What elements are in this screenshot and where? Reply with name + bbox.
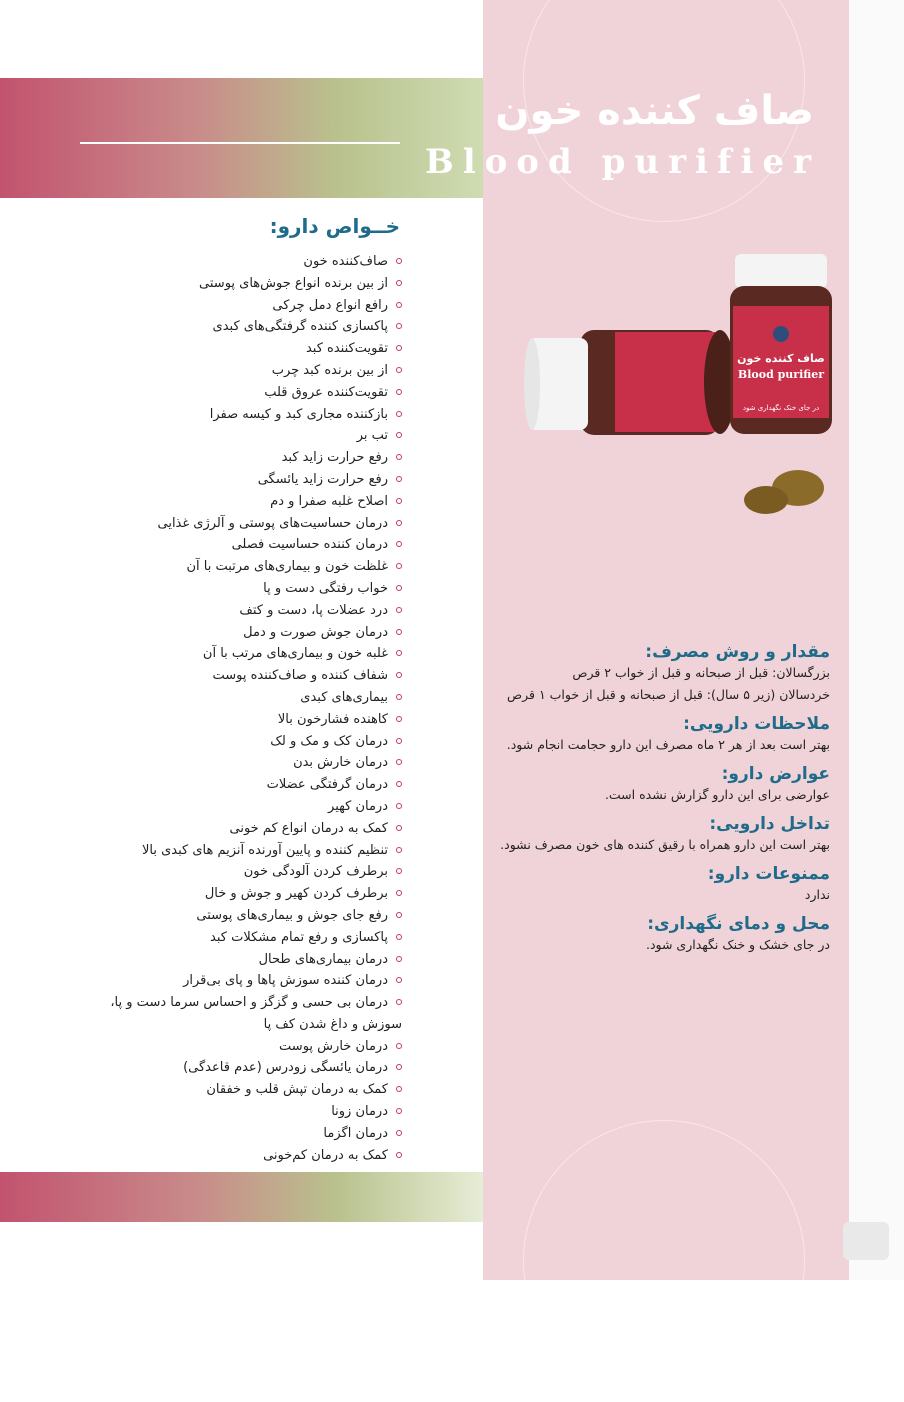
- mandala-ornament-bottom: [523, 1120, 805, 1402]
- bullet-icon: [396, 650, 402, 656]
- property-text: درمان کهیر: [328, 798, 388, 814]
- property-item: [0, 796, 402, 818]
- property-item: [0, 1036, 402, 1058]
- bullet-icon: [396, 498, 402, 504]
- bullet-icon: [396, 999, 402, 1005]
- property-item: [0, 927, 402, 949]
- bullet-icon: [396, 585, 402, 591]
- property-text: برطرف کردن آلودگی خون: [243, 864, 388, 880]
- notes-body: بهتر است بعد از هر ۲ ماه مصرف این دارو حجامت انجام شود.: [506, 737, 830, 752]
- property-text: از بین برنده انواع جوش‌های پوستی: [199, 275, 388, 291]
- property-item: [0, 513, 402, 535]
- bullet-icon: [396, 716, 402, 722]
- property-item: [0, 578, 402, 600]
- contraindications-body: ندارد: [804, 887, 830, 902]
- page-subtitle: Blood purifier: [424, 142, 820, 182]
- standing-jar: [730, 254, 832, 434]
- property-item: [0, 1145, 402, 1167]
- lying-jar: [524, 330, 736, 435]
- property-item: [0, 861, 402, 883]
- page-number-box: [843, 1222, 889, 1260]
- jar-label-en: Blood purifier: [737, 368, 825, 381]
- jar-label-fa: صاف کننده خون: [737, 352, 825, 365]
- dosage-line-1: بزرگسالان: قبل از صبحانه و قبل از خواب ۲ قرص: [572, 665, 830, 680]
- property-item: [0, 360, 402, 382]
- notes-title: ملاحظات دارویی:: [683, 714, 830, 734]
- property-text: شفاف کننده و صاف‌کننده پوست: [212, 668, 388, 684]
- bullet-icon: [396, 781, 402, 787]
- property-text: اصلاح غلبه صفرا و دم: [270, 493, 388, 509]
- bullet-icon: [396, 803, 402, 809]
- property-item: [0, 491, 402, 513]
- property-text: غلظت خون و بیماری‌های مرتبت با آن: [186, 559, 388, 575]
- property-item: [0, 709, 402, 731]
- property-text: غلبه خون و بیماری‌های مرتب با آن: [202, 646, 388, 662]
- bullet-icon: [396, 541, 402, 547]
- interactions-body: بهتر است این دارو همراه با رقیق کننده های خون مصرف نشود.: [500, 837, 830, 852]
- property-item: [0, 1123, 402, 1145]
- bullet-icon: [396, 825, 402, 831]
- bullet-icon: [396, 629, 402, 635]
- property-item: [0, 665, 402, 687]
- bullet-icon: [396, 738, 402, 744]
- jar-label-lying: [615, 332, 715, 432]
- property-text: درد عضلات پا، دست و کتف: [239, 602, 388, 618]
- jar-note: در جای خنک نگهداری شود: [742, 404, 820, 412]
- side-effects-title: عوارض دارو:: [721, 764, 830, 784]
- jar-logo-icon: [773, 326, 789, 342]
- property-text: تقویت‌کننده عروق قلب: [264, 384, 388, 400]
- property-text: کمک به درمان کم‌خونی: [263, 1147, 388, 1163]
- property-text: تقویت‌کننده کبد: [305, 341, 388, 357]
- bullet-icon: [396, 563, 402, 569]
- bullet-icon: [396, 607, 402, 613]
- property-text: درمان خارش بدن: [293, 755, 388, 771]
- property-text: تب بر: [356, 428, 388, 444]
- property-text: درمان حساسیت‌های پوستی و آلرژی غذایی: [157, 515, 388, 531]
- bullet-icon: [396, 868, 402, 874]
- bullet-icon: [396, 934, 402, 940]
- bullet-icon: [396, 977, 402, 983]
- property-text: درمان کک و مک و لک: [270, 733, 388, 749]
- property-text: بیماری‌های کبدی: [300, 689, 388, 705]
- info-section: [490, 642, 830, 956]
- property-text: رفع حرارت زاید کبد: [281, 450, 388, 466]
- bullet-icon: [396, 1130, 402, 1136]
- property-text: درمان خارش پوست: [279, 1038, 388, 1054]
- property-text: درمان جوش صورت و دمل: [243, 624, 388, 640]
- properties-heading: خــواص دارو:: [269, 214, 400, 238]
- property-item: [0, 992, 402, 1014]
- property-text: خواب رفتگی دست و پا: [263, 580, 388, 596]
- property-text: بازکننده مجاری کبد و کیسه صفرا: [209, 406, 388, 422]
- product-image: [520, 250, 840, 520]
- property-text: درمان گرفتگی عضلات: [266, 777, 388, 793]
- page-title: صاف کننده خون: [495, 88, 814, 134]
- property-item: [0, 752, 402, 774]
- property-item: [0, 1101, 402, 1123]
- property-item: [0, 840, 402, 862]
- property-item: [0, 273, 402, 295]
- property-item: [0, 600, 402, 622]
- bullet-icon: [396, 432, 402, 438]
- right-panel-background: [483, 0, 849, 1280]
- property-text: رافع انواع دمل چرکی: [272, 297, 388, 313]
- property-text: از بین برنده کبد چرب: [271, 362, 388, 378]
- bullet-icon: [396, 1108, 402, 1114]
- property-text: درمان یائسگی زودرس (عدم قاعدگی): [183, 1060, 388, 1076]
- property-text: پاکسازی کننده گرفتگی‌های کبدی: [212, 319, 388, 335]
- title-divider: [80, 142, 400, 144]
- storage-body: در جای خشک و خنک نگهداری شود.: [645, 937, 830, 952]
- property-text: کاهنده فشارخون بالا: [277, 711, 388, 727]
- property-item: [0, 643, 402, 665]
- storage-title: محل و دمای نگهداری:: [647, 914, 830, 934]
- property-item: [0, 404, 402, 426]
- property-text: درمان زونا: [331, 1104, 388, 1120]
- property-item: [0, 1014, 402, 1036]
- property-text: کمک به درمان انواع کم خونی: [229, 820, 388, 836]
- bullet-icon: [396, 759, 402, 765]
- property-item: [0, 774, 402, 796]
- bullet-icon: [396, 1043, 402, 1049]
- bullet-icon: [396, 476, 402, 482]
- property-item: [0, 534, 402, 556]
- bullet-icon: [396, 847, 402, 853]
- property-text: درمان بیماری‌های طحال: [258, 951, 388, 967]
- dosage-title: مقدار و روش مصرف:: [645, 642, 830, 662]
- bullet-icon: [396, 258, 402, 264]
- bullet-icon: [396, 367, 402, 373]
- contraindications-title: ممنوعات دارو:: [707, 864, 830, 884]
- property-text: درمان کننده سوزش پاها و پای بی‌قرار: [183, 973, 388, 989]
- property-text: سوزش و داغ شدن کف پا: [263, 1016, 402, 1032]
- pill-icon: [744, 486, 788, 514]
- bullet-icon: [396, 323, 402, 329]
- property-text: تنظیم کننده و پایین آورنده آنزیم های کبدی بالا: [142, 842, 388, 858]
- property-item: [0, 970, 402, 992]
- property-text: رفع جای جوش و بیماری‌های پوستی: [196, 907, 388, 923]
- bullet-icon: [396, 694, 402, 700]
- bullet-icon: [396, 956, 402, 962]
- bullet-icon: [396, 389, 402, 395]
- property-text: برطرف کردن کهیر و جوش و خال: [204, 886, 388, 902]
- property-item: [0, 447, 402, 469]
- bullet-icon: [396, 345, 402, 351]
- interactions-title: تداخل دارویی:: [709, 814, 830, 834]
- dosage-line-2: خردسالان (زیر ۵ سال): قبل از صبحانه و قبل از خواب ۱ قرص: [506, 687, 830, 702]
- property-item: [0, 687, 402, 709]
- property-item: [0, 469, 402, 491]
- bullet-icon: [396, 1086, 402, 1092]
- property-item: [0, 295, 402, 317]
- properties-list: [0, 251, 402, 1166]
- side-effects-body: عوارضی برای این دارو گزارش نشده است.: [604, 787, 830, 802]
- property-text: کمک به درمان تپش قلب و خفقان: [206, 1082, 388, 1098]
- property-text: رفع حرارت زاید یائسگی: [257, 471, 388, 487]
- property-item: [0, 251, 402, 273]
- property-text: درمان اگزما: [323, 1125, 388, 1141]
- bullet-icon: [396, 672, 402, 678]
- property-text: درمان بی حسی و گزگز و احساس سرما دست و پا،: [110, 995, 388, 1011]
- property-item: [0, 905, 402, 927]
- bullet-icon: [396, 302, 402, 308]
- property-text: صاف‌کننده خون: [303, 254, 388, 269]
- bullet-icon: [396, 912, 402, 918]
- bullet-icon: [396, 520, 402, 526]
- property-item: [0, 1057, 402, 1079]
- bullet-icon: [396, 1064, 402, 1070]
- page-margin: [849, 0, 904, 1280]
- property-item: [0, 949, 402, 971]
- property-text: پاکسازی و رفع تمام مشکلات کبد: [210, 929, 388, 945]
- property-item: [0, 731, 402, 753]
- bullet-icon: [396, 411, 402, 417]
- bullet-icon: [396, 1152, 402, 1158]
- bullet-icon: [396, 280, 402, 286]
- property-item: [0, 556, 402, 578]
- jar-cap: [735, 254, 827, 288]
- property-item: [0, 425, 402, 447]
- property-item: [0, 382, 402, 404]
- property-text: درمان کننده حساسیت فصلی: [231, 537, 388, 553]
- property-item: [0, 316, 402, 338]
- property-item: [0, 818, 402, 840]
- property-item: [0, 1079, 402, 1101]
- property-item: [0, 622, 402, 644]
- footer-band: [0, 1172, 483, 1222]
- bullet-icon: [396, 890, 402, 896]
- property-item: [0, 883, 402, 905]
- property-item: [0, 338, 402, 360]
- bullet-icon: [396, 454, 402, 460]
